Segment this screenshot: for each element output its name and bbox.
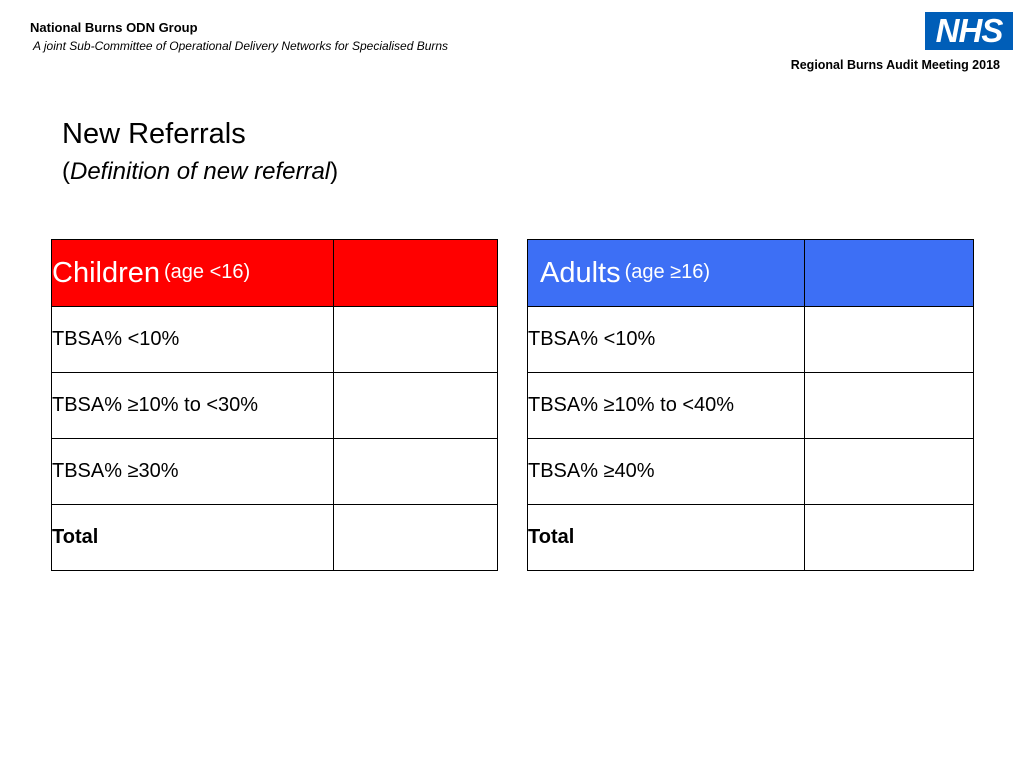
children-total-cell[interactable] [334,505,498,571]
children-table [51,239,498,571]
adults-header-cell [528,240,805,307]
children-heading: Children [52,256,160,289]
meeting-title: Regional Burns Audit Meeting 2018 [790,58,1000,72]
adults-value-cell[interactable] [805,373,974,439]
children-age: (age <16) [164,260,251,283]
adults-total-cell[interactable] [805,505,974,571]
children-row-label: TBSA% ≥30% [52,439,334,505]
table-row [528,439,974,505]
table-row [52,307,498,373]
table-row [52,505,498,571]
adults-header-row [528,240,974,307]
subtitle-close-paren: ) [330,158,339,185]
children-value-cell[interactable] [334,307,498,373]
table-row [528,307,974,373]
children-value-cell[interactable] [334,373,498,439]
table-row [528,373,974,439]
page-subtitle [62,158,338,186]
nhs-logo: NHS [925,12,1013,50]
adults-value-cell[interactable] [805,439,974,505]
children-value-cell[interactable] [334,439,498,505]
adults-total-label: Total [528,505,805,571]
page-title: New Referrals [62,118,246,150]
adults-value-cell[interactable] [805,307,974,373]
adults-row-label: TBSA% ≥10% to <40% [528,373,805,439]
adults-header-value-cell [805,240,974,307]
children-row-label: TBSA% <10% [52,307,334,373]
table-row [52,373,498,439]
children-header-cell [52,240,334,307]
subtitle-definition: Definition of new referral [70,158,331,185]
adults-heading: Adults [540,256,621,289]
org-subtitle: A joint Sub-Committee of Operational Delivery Networks for Specialised Burns [33,39,449,53]
adults-table [527,239,974,571]
table-row [52,439,498,505]
subtitle-open-paren: ( [62,158,70,185]
children-header-value-cell [334,240,498,307]
adults-row-label: TBSA% ≥40% [528,439,805,505]
org-name: National Burns ODN Group [30,20,198,35]
children-header-row [52,240,498,307]
adults-age: (age ≥16) [624,260,711,283]
table-row [528,505,974,571]
adults-row-label: TBSA% <10% [528,307,805,373]
children-total-label: Total [52,505,334,571]
children-row-label: TBSA% ≥10% to <30% [52,373,334,439]
